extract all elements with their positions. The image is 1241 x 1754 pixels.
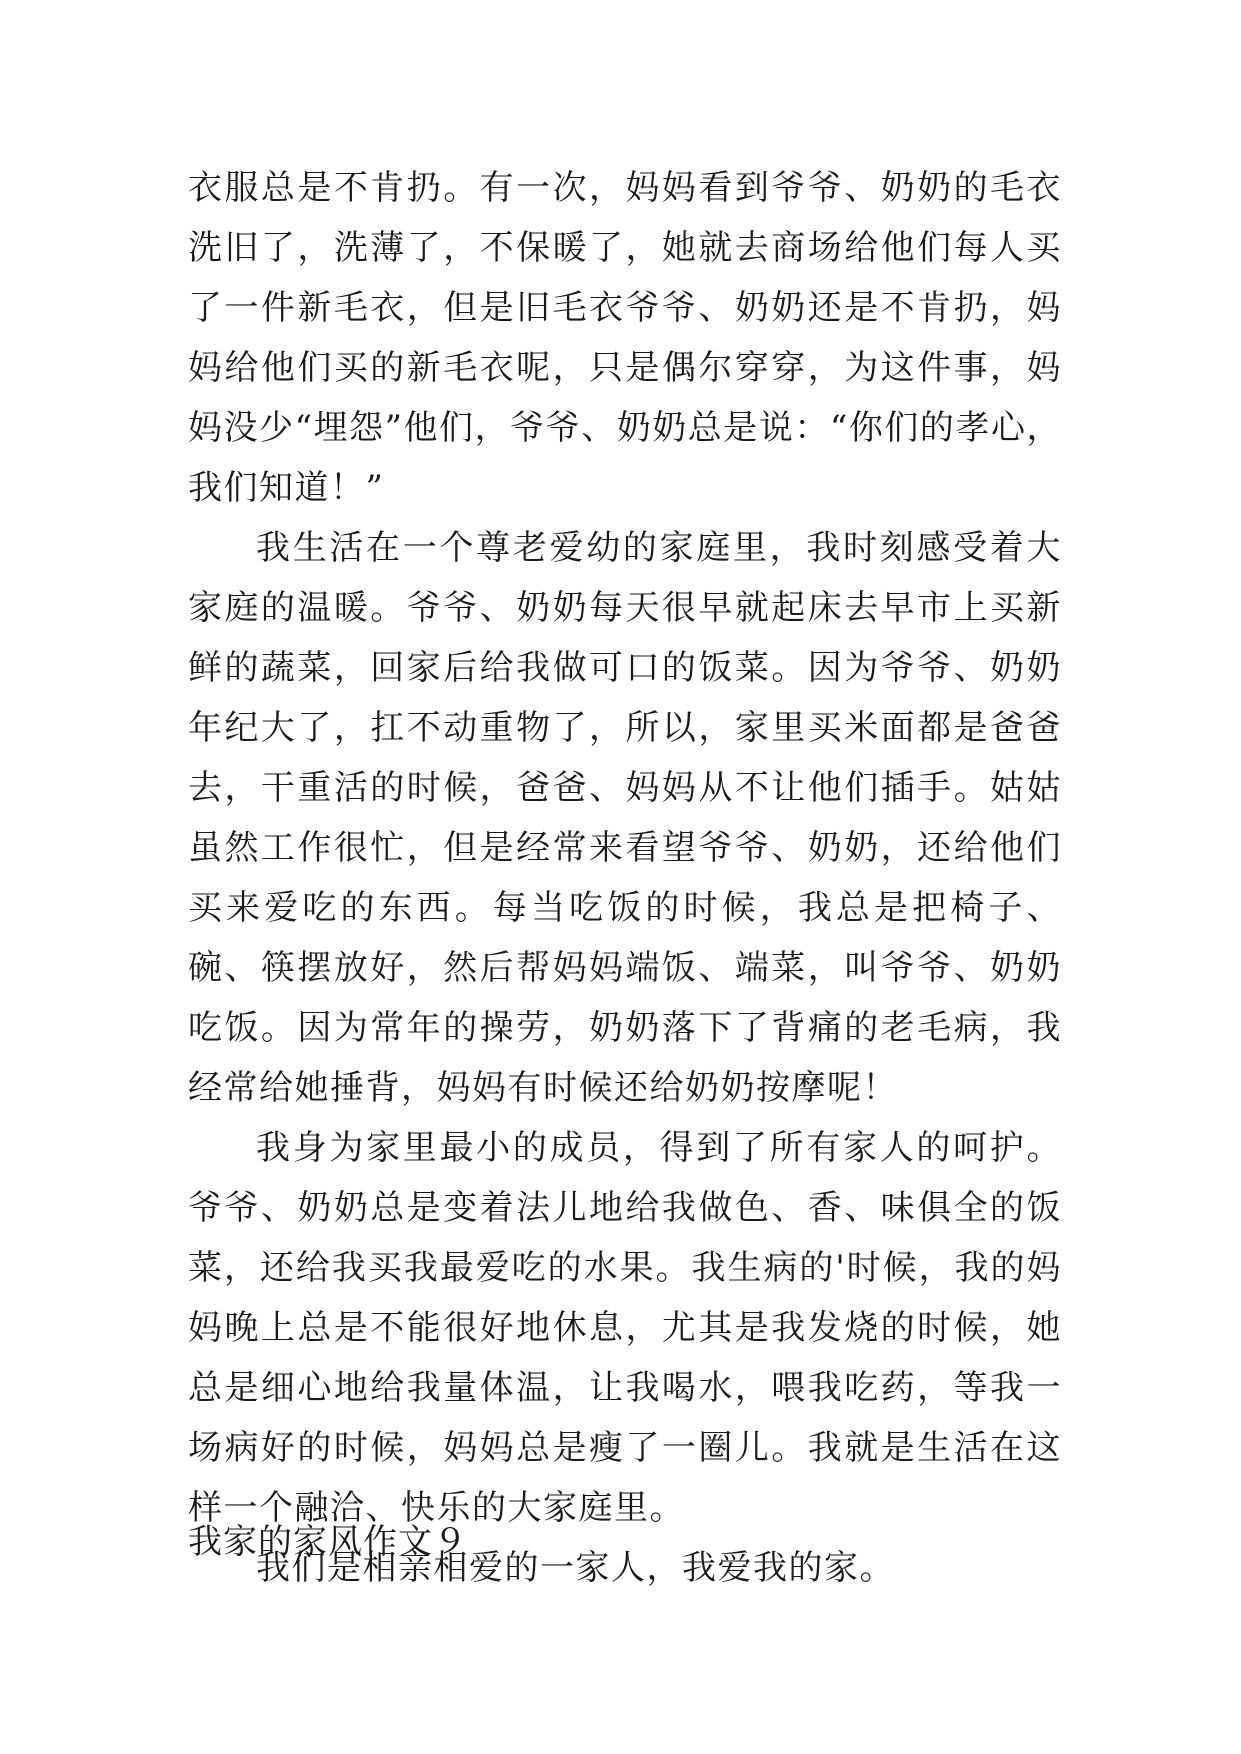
paragraph-conclusion: 我们是相亲相爱的一家人，我爱我的家。 (256, 1548, 895, 1588)
paragraph-family-warmth: 我生活在一个尊老爱幼的家庭里，我时刻感受着大家庭的温暖。爷爷、奶奶每天很早就起床去早市上买新鲜的蔬菜，回家后给我做可口的饭菜。因为爷爷、奶奶年纪大了，扛不动重物了，所以，家里买米面都是爸爸去，干重活的时候，爸爸、妈妈从不让他们插手。姑姑虽然工作很忙，但是经常来看望爷爷、奶奶，还给他们买来爱吃的东西。每当吃饭的时候，我总是把椅子、碗、筷摆放好，然后帮妈妈端饭、端菜，叫爷爷、奶奶吃饭。因为常年的操劳，奶奶落下了背痛的老毛病，我经常给她捶背，妈妈有时候还给奶奶按摩呢！ (188, 528, 1062, 1108)
paragraph-youngest-member: 我身为家里最小的成员，得到了所有家人的呵护。爷爷、奶奶总是变着法儿地给我做色、香、味俱全的饭菜，还给我买我最爱吃的水果。我生病的'时候，我的妈妈晚上总是不能很好地休息，尤其是我发烧的时候，她总是细心地给我量体温，让我喝水，喂我吃药，等我一场病好的时候，妈妈总是瘦了一圈儿。我就是生活在这样一个融洽、快乐的大家庭里。 (188, 1128, 1062, 1528)
document-body (188, 158, 1062, 1598)
paragraph-continuation: 衣服总是不肯扔。有一次，妈妈看到爷爷、奶奶的毛衣洗旧了，洗薄了，不保暖了，她就去商场给他们每人买了一件新毛衣，但是旧毛衣爷爷、奶奶还是不肯扔，妈妈给他们买的新毛衣呢，只是偶尔穿穿，为这件事，妈妈没少“埋怨”他们，爷爷、奶奶总是说：“你们的孝心，我们知道！” (188, 168, 1062, 508)
section-title: 我家的家风作文９ (188, 1522, 468, 1562)
